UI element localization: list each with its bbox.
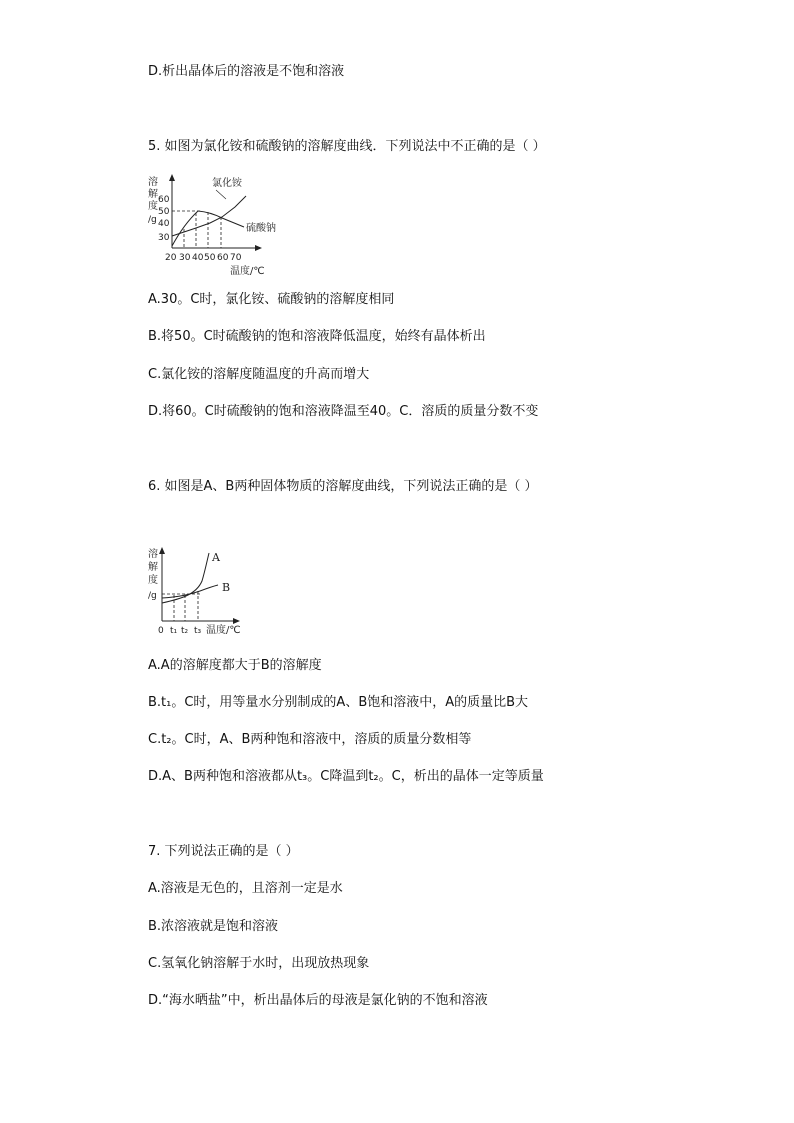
q5-option-d: D.将60。C时硫酸钠的饱和溶液降温至40。C．溶质的质量分数不变 bbox=[148, 404, 539, 419]
q5-xtick-40: 40 bbox=[192, 253, 204, 263]
q6-option-b: B.t₁。C时，用等量水分别制成的A、B饱和溶液中，A的质量比B大 bbox=[148, 695, 529, 710]
q6-y-arrow bbox=[159, 547, 165, 554]
q6-option-d: D.A、B两种饱和溶液都从t₃。C降温到t₂。C，析出的晶体一定等质量 bbox=[148, 769, 544, 784]
q6-xtick-t1: t₁ bbox=[170, 626, 178, 636]
q6-stem: 6. 如图是A、B两种固体物质的溶解度曲线，下列说法正确的是（ ） bbox=[148, 479, 538, 494]
q5-x-arrow bbox=[255, 245, 262, 251]
q5-xtick-60: 60 bbox=[217, 253, 229, 263]
q5-ylabel-4: /g bbox=[148, 215, 157, 225]
q5-stem: 5. 如图为氯化铵和硫酸钠的溶解度曲线．下列说法中不正确的是（ ） bbox=[148, 139, 546, 154]
q5-curve-ammonium-chloride bbox=[172, 196, 246, 236]
q5-ytick-60: 60 bbox=[158, 195, 170, 205]
q6-xtick-t2: t₂ bbox=[181, 626, 189, 636]
q5-ylabel-3: 度 bbox=[148, 201, 158, 212]
q6-ylabel-1: 溶 bbox=[148, 549, 158, 560]
q7-option-c: C.氢氧化钠溶解于水时，出现放热现象 bbox=[148, 956, 370, 971]
q6-ylabel-3: 度 bbox=[148, 575, 158, 586]
q6-x-arrow bbox=[233, 618, 240, 624]
q5-y-arrow bbox=[169, 174, 175, 181]
q5-xtick-70: 70 bbox=[230, 253, 242, 263]
q5-ytick-50: 50 bbox=[158, 207, 170, 217]
q6-curve-a bbox=[162, 553, 209, 603]
q6-option-c: C.t₂。C时，A、B两种饱和溶液中，溶质的质量分数相等 bbox=[148, 732, 472, 747]
q7-stem: 7. 下列说法正确的是（ ） bbox=[148, 844, 299, 859]
q5-ylabel-2: 解 bbox=[148, 189, 158, 200]
q6-label-a: A bbox=[212, 551, 220, 564]
q5-xtick-20: 20 bbox=[165, 253, 177, 263]
q6-xlabel: 温度/℃ bbox=[206, 625, 241, 636]
q5-xtick-50: 50 bbox=[204, 253, 216, 263]
q5-label-ammonium-chloride: 氯化铵 bbox=[212, 178, 242, 189]
q6-solubility-figure bbox=[140, 543, 252, 639]
q6-label-b: B bbox=[222, 581, 231, 594]
q6-xtick-0: 0 bbox=[158, 626, 164, 636]
q5-option-c: C.氯化铵的溶解度随温度的升高而增大 bbox=[148, 367, 370, 382]
q7-option-d: D.“海水晒盐”中，析出晶体后的母液是氯化钠的不饱和溶液 bbox=[148, 993, 488, 1008]
q5-ytick-30: 30 bbox=[158, 233, 170, 243]
q6-ylabel-2: 解 bbox=[148, 562, 158, 573]
q5-xlabel: 温度/℃ bbox=[230, 266, 265, 277]
q6-xtick-t3: t₃ bbox=[194, 626, 202, 636]
q5-option-a: A.30。C时，氯化铵、硫酸钠的溶解度相同 bbox=[148, 292, 395, 307]
q5-ytick-40: 40 bbox=[158, 219, 170, 229]
q5-solubility-figure bbox=[140, 172, 290, 280]
q7-option-a: A.溶液是无色的，且溶剂一定是水 bbox=[148, 881, 343, 896]
q6-ylabel-4: /g bbox=[148, 591, 157, 601]
q5-label-sodium-sulfate: 硫酸钠 bbox=[246, 223, 276, 234]
q5-leader-ammonium-chloride bbox=[216, 190, 226, 199]
q5-ylabel-1: 溶 bbox=[148, 177, 158, 188]
q5-option-b: B.将50。C时硫酸钠的饱和溶液降低温度，始终有晶体析出 bbox=[148, 329, 486, 344]
q6-curve-b bbox=[162, 585, 218, 598]
q4-option-d: D.析出晶体后的溶液是不饱和溶液 bbox=[148, 64, 345, 79]
q5-xtick-30: 30 bbox=[179, 253, 191, 263]
q6-option-a: A.A的溶解度都大于B的溶解度 bbox=[148, 658, 322, 673]
q7-option-b: B.浓溶液就是饱和溶液 bbox=[148, 919, 279, 934]
